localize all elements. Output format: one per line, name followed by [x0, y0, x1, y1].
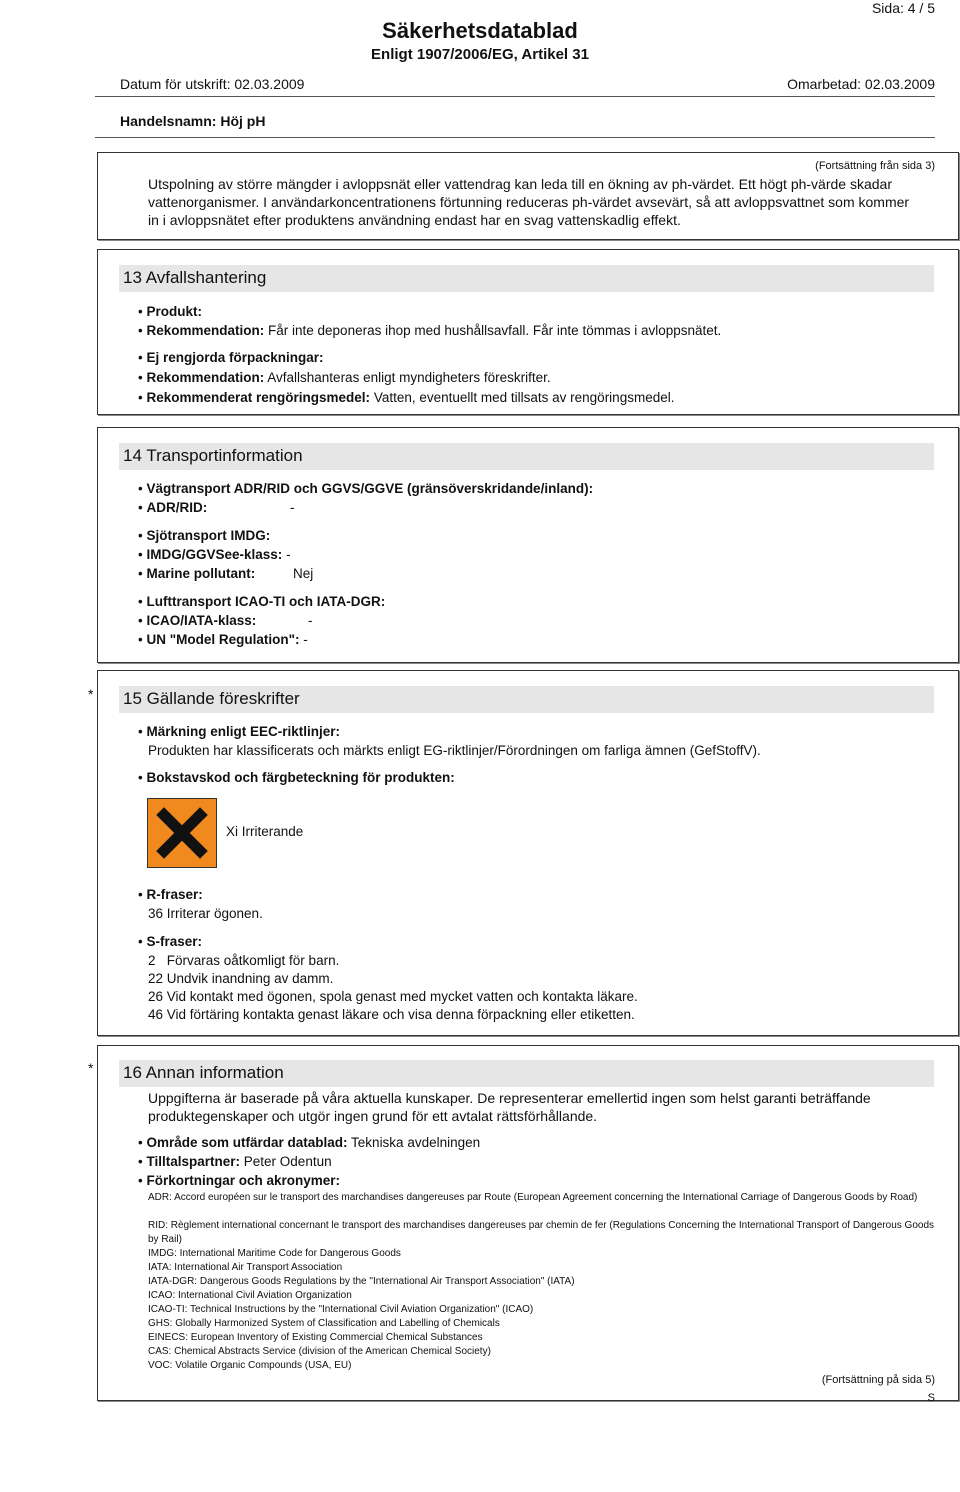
section-15-title: 15 Gällande föreskrifter: [123, 689, 300, 708]
abbreviation-item: VOC: Volatile Organic Compounds (USA, EU): [148, 1360, 352, 1371]
section-14-title: 14 Transportinformation: [123, 446, 303, 465]
abbreviation-item: RID: Règlement international concernant le transport des marchandises dangereuses par chemin de fer (Regulations Concerning the International Transport of Dangerous Goods by Rail): [148, 1220, 935, 1245]
intro-line: in i avloppsnätet efter produktens användning endast har en svag vattenskadlig effekt.: [148, 212, 681, 228]
contact-row: • Tilltalspartner: Peter Odentun: [138, 1154, 332, 1169]
change-marker: *: [88, 686, 94, 702]
unclean-packaging-row: • Ej rengjorda förpackningar:: [138, 350, 324, 365]
document-subtitle: Enligt 1907/2006/EG, Artikel 31: [371, 46, 589, 63]
section-14-heading: [119, 443, 934, 470]
recommendation-row: • Rekommendation: Får inte deponeras ihop med hushållsavfall. Får inte tömmas i avloppsnätet.: [138, 323, 722, 338]
hazard-label: Xi Irriterande: [226, 824, 304, 839]
abbreviations-label: • Förkortningar och akronymer:: [138, 1173, 341, 1188]
abbreviation-item: ICAO-TI: Technical Instructions by the "International Civil Aviation Organization" (ICAO): [148, 1304, 534, 1315]
abbreviation-item: ADR: Accord européen sur le transport des marchandises dangereuses par Route (European Agreement concerning the International Carriage of Dangerous Goods by Road): [148, 1192, 918, 1203]
header-divider: [95, 96, 935, 97]
section-13-title: 13 Avfallshantering: [123, 268, 267, 287]
un-model-row: • UN "Model Regulation": -: [138, 632, 308, 647]
page-number: Sida: 4 / 5: [871, 0, 935, 16]
s-phrase: 26 Vid kontakt med ögonen, spola genast med mycket vatten och kontakta läkare.: [148, 989, 638, 1004]
letter-code-label: • Bokstavskod och färgbeteckning för produkten:: [138, 770, 455, 785]
disclaimer-line: Uppgifterna är baserade på våra aktuella kunskaper. De representerar emellertid ingen som helst garanti beträffande: [148, 1090, 871, 1106]
disclaimer-line: produktegenskaper och utgör ingen grund för ett avtalat rättsförhållande.: [148, 1108, 598, 1124]
air-transport-row: • Lufttransport ICAO-TI och IATA-DGR:: [138, 594, 386, 609]
section-16-heading: [119, 1060, 934, 1087]
print-date: Datum för utskrift: 02.03.2009: [120, 76, 305, 92]
recommendation-row: • Rekommendation: Avfallshanteras enligt myndigheters föreskrifter.: [138, 370, 551, 385]
continued-from: (Fortsättning från sida 3): [815, 160, 935, 172]
abbreviation-item: EINECS: European Inventory of Existing Commercial Chemical Substances: [148, 1332, 483, 1343]
marine-pollutant-row: • Marine pollutant: Nej: [138, 566, 314, 581]
marking-text: Produkten har klassificerats och märkts enligt EG-riktlinjer/Förordningen om farliga ämnen (GefStoffV).: [148, 743, 761, 758]
marking-label: • Märkning enligt EEC-riktlinjer:: [138, 724, 341, 739]
r-phrase: 36 Irriterar ögonen.: [148, 906, 263, 921]
irritant-hazard-icon: [147, 798, 217, 868]
section-16-title: 16 Annan information: [123, 1063, 284, 1082]
abbreviation-item: IATA-DGR: Dangerous Goods Regulations by the "International Air Transport Association" (IATA): [148, 1276, 575, 1287]
product-row: • Produkt:: [138, 304, 202, 319]
intro-line: Utspolning av större mängder i avloppsnät eller vattendrag kan leda till en ökning av ph-värdet. Ett högt ph-värde skadar: [148, 176, 892, 192]
road-transport-row: • Vägtransport ADR/RID och GGVS/GGVE (gränsöverskridande/inland):: [138, 481, 594, 496]
s-phrase: 2 Förvaras oåtkomligt för barn.: [148, 953, 340, 968]
issuing-area-row: • Område som utfärdar datablad: Tekniska avdelningen: [138, 1135, 481, 1150]
r-phrases-label: • R-fraser:: [138, 887, 203, 902]
sea-transport-row: • Sjötransport IMDG:: [138, 528, 271, 543]
s-phrase: 46 Vid förtäring kontakta genast läkare och visa denna förpackning eller etiketten.: [148, 1007, 635, 1022]
product-name: Handelsnamn: Höj pH: [120, 113, 266, 129]
section-13-heading: [119, 265, 934, 292]
adr-row: • ADR/RID: -: [138, 500, 295, 515]
abbreviation-item: CAS: Chemical Abstracts Service (division of the American Chemical Society): [148, 1346, 491, 1357]
continued-to: (Fortsättning på sida 5): [821, 1374, 935, 1386]
imdg-row: • IMDG/GGVSee-klass: -: [138, 547, 291, 562]
footer-mark: S: [927, 1392, 935, 1404]
abbreviation-item: IATA: International Air Transport Association: [148, 1262, 343, 1273]
abbreviation-item: GHS: Globally Harmonized System of Classification and Labelling of Chemicals: [148, 1318, 500, 1329]
cleaning-agent-row: • Rekommenderat rengöringsmedel: Vatten, eventuellt med tillsats av rengöringsmedel.: [138, 390, 675, 405]
icao-row: • ICAO/IATA-klass: -: [138, 613, 313, 628]
s-phrase: 22 Undvik inandning av damm.: [148, 971, 334, 986]
intro-line: vattenorganismer. I användarkoncentrationens förtunning reduceras ph-värdet avsevärt, så att avloppsvattnet som kommer: [148, 194, 910, 210]
revised-date: Omarbetad: 02.03.2009: [787, 76, 935, 92]
abbreviation-item: IMDG: International Maritime Code for Dangerous Goods: [148, 1248, 401, 1259]
document-title: Säkerhetsdatablad: [382, 18, 578, 43]
s-phrases-label: • S-fraser:: [138, 934, 203, 949]
change-marker: *: [88, 1060, 94, 1076]
product-divider: [95, 137, 935, 138]
abbreviation-item: ICAO: International Civil Aviation Organization: [148, 1290, 352, 1301]
section-15-heading: [119, 686, 934, 713]
